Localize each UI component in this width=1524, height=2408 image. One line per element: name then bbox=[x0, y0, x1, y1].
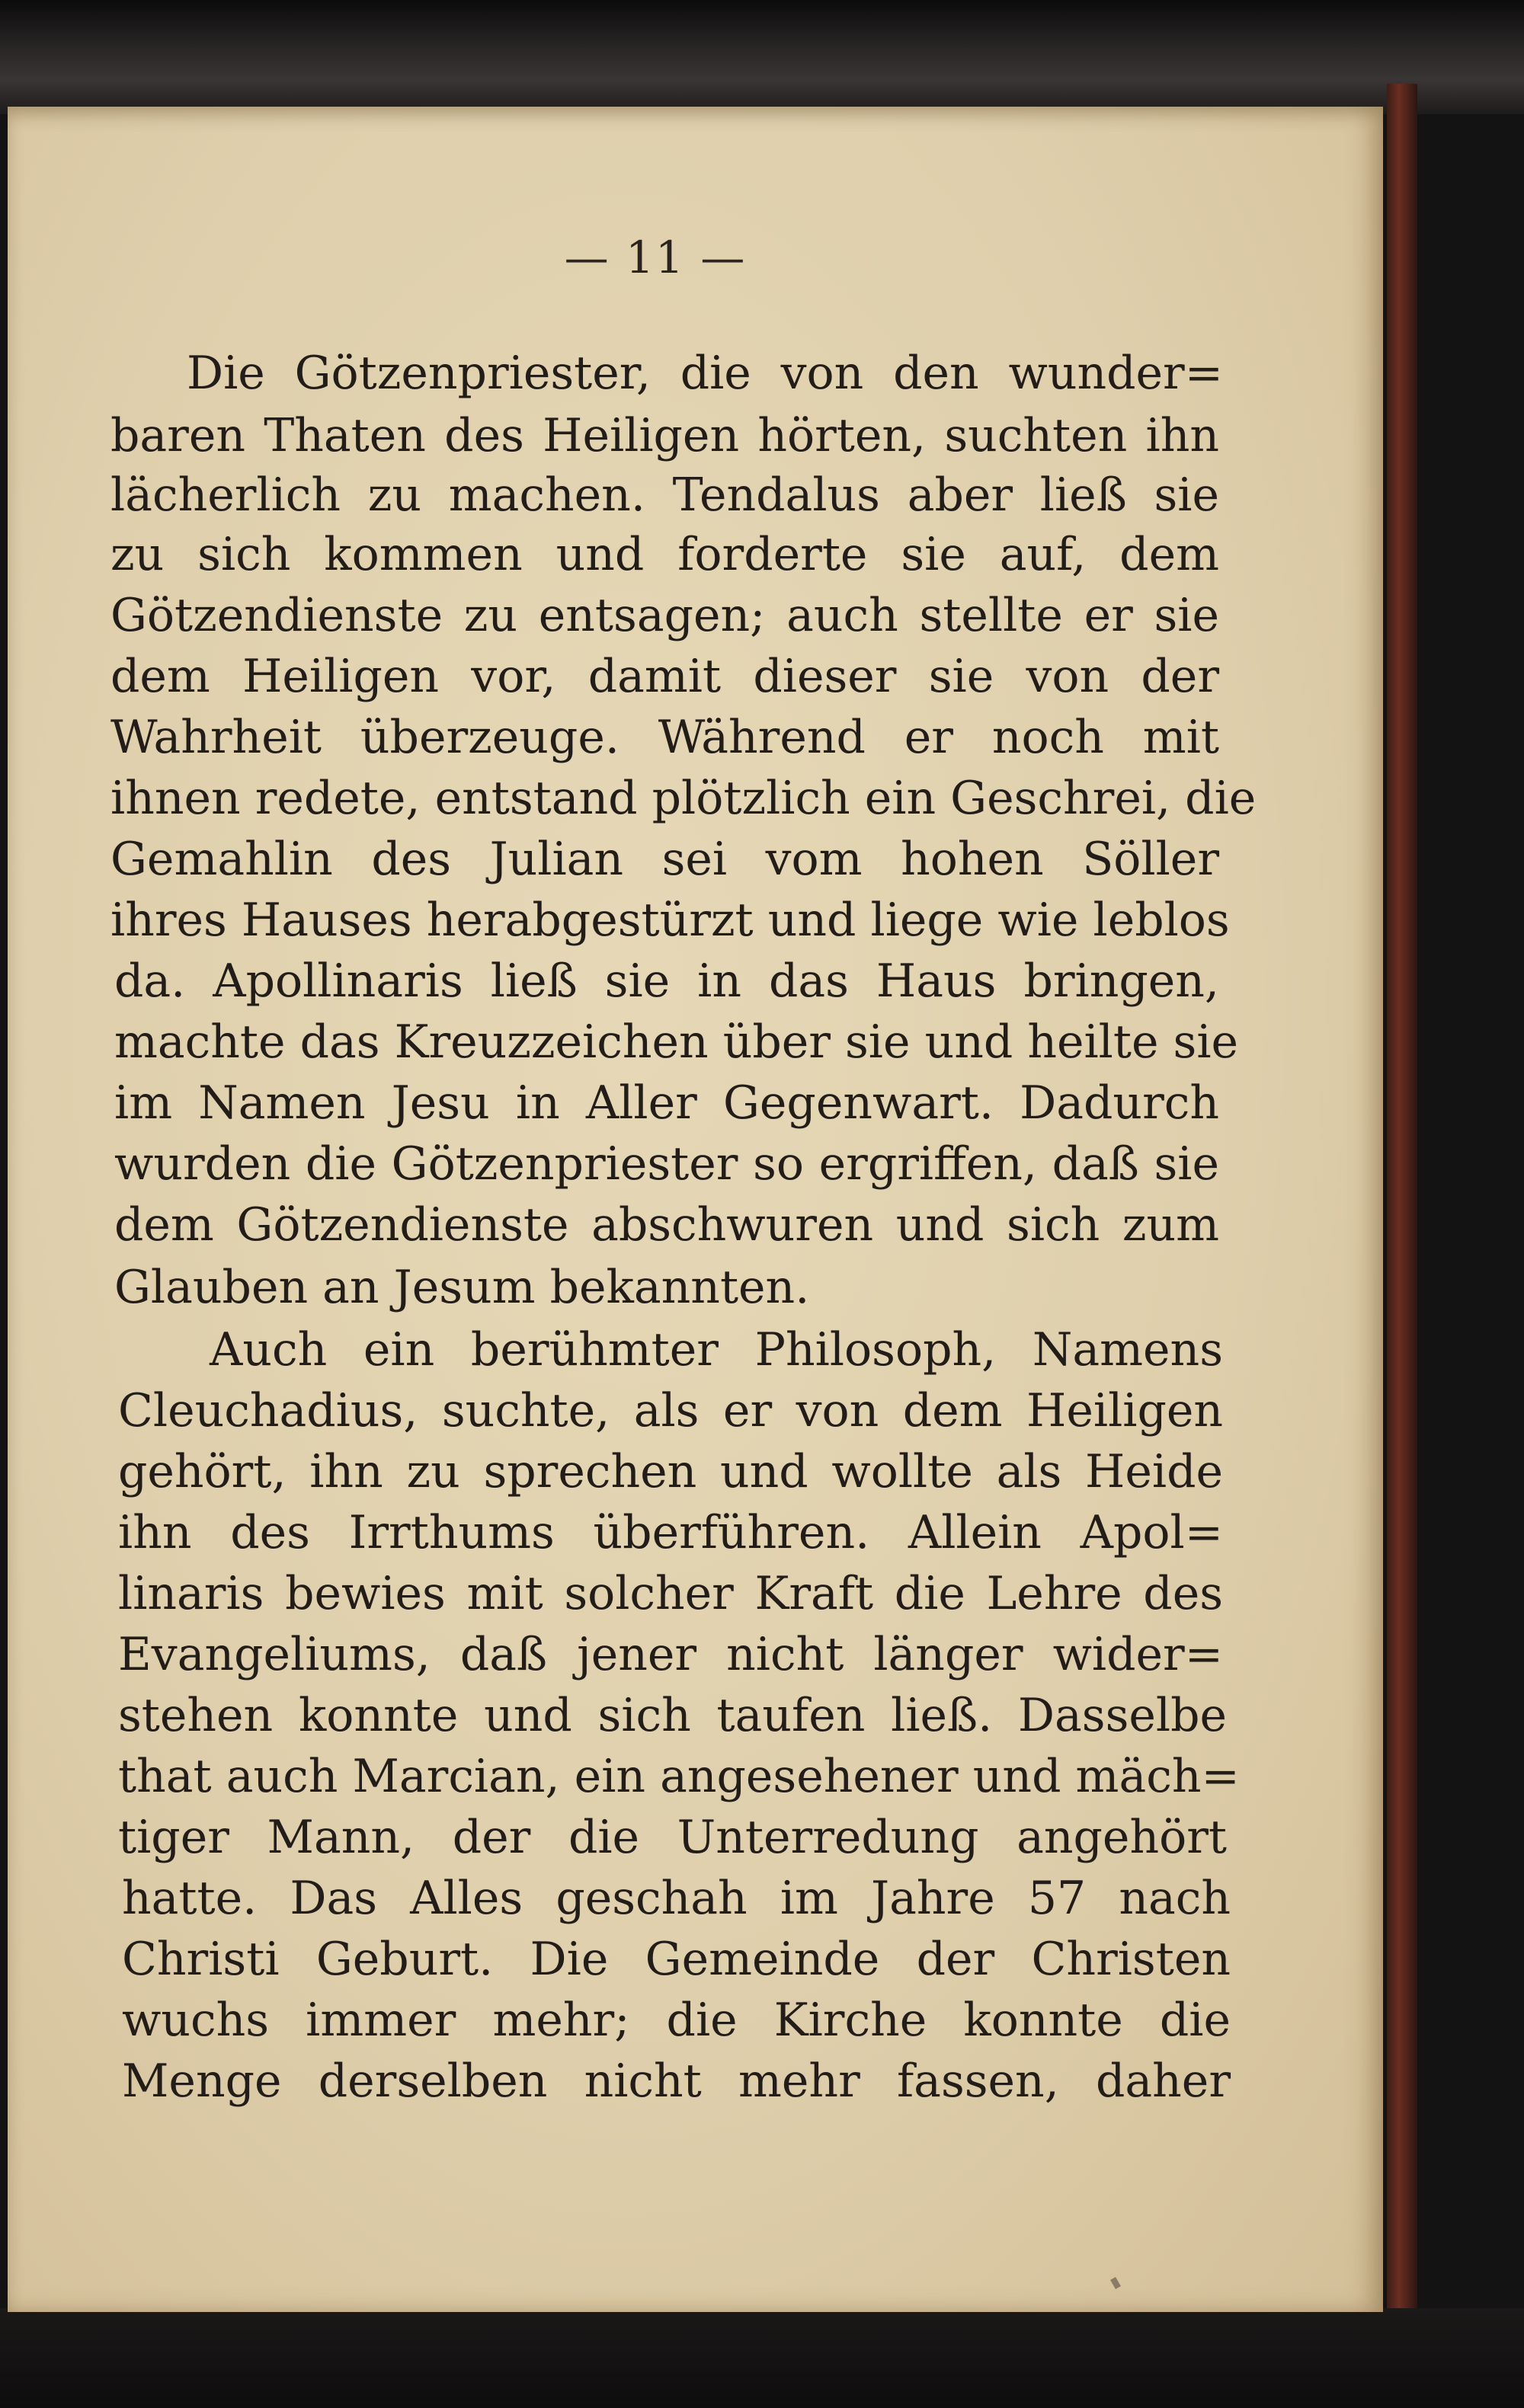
text-line: gehört, ihn zu sprechen und wollte als Heide bbox=[118, 1445, 1223, 1498]
book-page bbox=[8, 107, 1383, 2312]
text-line: da. Apollinaris ließ sie in das Haus bringen, bbox=[114, 955, 1219, 1008]
text-line: lächerlich zu machen. Tendalus aber ließ sie bbox=[110, 468, 1219, 522]
book-binding-bottom bbox=[0, 2308, 1524, 2408]
text-line: Götzendienste zu entsagen; auch stellte er sie bbox=[110, 589, 1219, 642]
text-line: ihn des Irrthums überführen. Allein Apol= bbox=[118, 1506, 1223, 1559]
text-line: Die Götzenpriester, die von den wunder= bbox=[187, 347, 1223, 400]
text-line: Wahrheit überzeuge. Während er noch mit bbox=[110, 711, 1219, 764]
text-line: wuchs immer mehr; die Kirche konnte die bbox=[122, 1994, 1231, 2047]
text-line: Evangeliums, daß jener nicht länger wider= bbox=[118, 1628, 1223, 1681]
text-line: tiger Mann, der die Unterredung angehört bbox=[118, 1811, 1227, 1864]
text-line: Christi Geburt. Die Gemeinde der Christen bbox=[122, 1933, 1231, 1986]
text-line: ihres Hauses herabgestürzt und liege wie leblos bbox=[110, 894, 1230, 947]
text-line: zu sich kommen und forderte sie auf, dem bbox=[110, 528, 1219, 581]
book-cover-edge bbox=[1387, 84, 1417, 2331]
text-line: dem Götzendienste abschwuren und sich zum bbox=[114, 1198, 1219, 1252]
book-binding-top bbox=[0, 0, 1524, 114]
page-number: — 11 — bbox=[564, 232, 747, 283]
text-line: that auch Marcian, ein angesehener und mäch= bbox=[118, 1750, 1240, 1803]
text-line: dem Heiligen vor, damit dieser sie von der bbox=[110, 650, 1219, 703]
text-line: stehen konnte und sich taufen ließ. Dasselbe bbox=[118, 1689, 1227, 1742]
text-line: Cleuchadius, suchte, als er von dem Heiligen bbox=[118, 1384, 1223, 1437]
text-line: linaris bewies mit solcher Kraft die Lehre des bbox=[118, 1567, 1223, 1620]
text-line: machte das Kreuzzeichen über sie und heilte sie bbox=[114, 1015, 1239, 1069]
text-line: wurden die Götzenpriester so ergriffen, daß sie bbox=[114, 1137, 1219, 1191]
text-line: ihnen redete, entstand plötzlich ein Geschrei, die bbox=[110, 772, 1257, 825]
text-line: hatte. Das Alles geschah im Jahre 57 nach bbox=[122, 1872, 1231, 1925]
text-line: Gemahlin des Julian sei vom hohen Söller bbox=[110, 833, 1219, 886]
ink-smudge bbox=[1110, 2277, 1121, 2289]
text-line: Menge derselben nicht mehr fassen, daher bbox=[122, 2055, 1231, 2108]
text-line: Glauben an Jesum bekannten. bbox=[114, 1261, 810, 1314]
text-line: Auch ein berühmter Philosoph, Namens bbox=[210, 1323, 1223, 1377]
text-line: im Namen Jesu in Aller Gegenwart. Dadurch bbox=[114, 1076, 1219, 1130]
text-line: baren Thaten des Heiligen hörten, suchten ihn bbox=[110, 409, 1219, 462]
